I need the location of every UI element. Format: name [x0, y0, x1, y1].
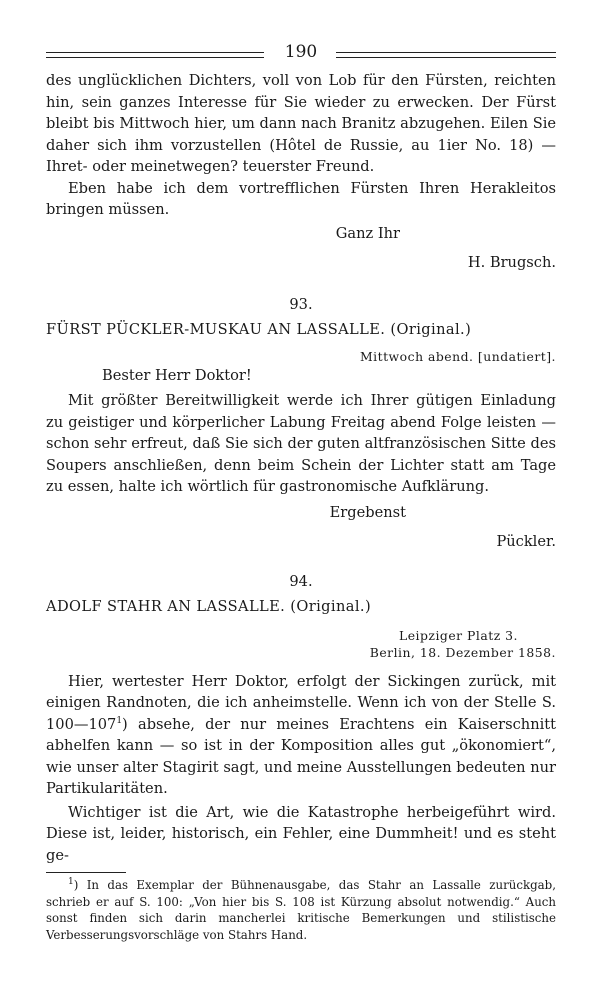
opening-paragraph: des unglücklichen Dichters, voll von Lob für den Fürsten, reichten hin, sein ganzes Interesse für Sie wieder zu erwecken. Der Fürst bleibt bis Mittwoch hier, um dann nach Branitz abzugehen. Eilen Sie daher sich ihm vorzustellen (Hôtel de Russie, au 1ier No. 18) — Ihret- oder meinetwegen? teuerster Freund. — [46, 72, 556, 175]
letter-93-salutation: Bester Herr Doktor! — [102, 366, 252, 384]
opening-paragraph-2: Eben habe ich dem vortrefflichen Fürsten Ihren Herakleitos bringen müssen. — [46, 179, 556, 218]
letter-94-paragraph-1 — [46, 671, 556, 800]
letter-94-paragraph-1-b: ) absehe, der nur meines Erachtens ein Kaiserschnitt abhelfen kann — so ist in der Komposition alles gut „ökonomiert“, wie unser alter Stagirit sagt, und meine Ausstellungen bedeuten nur Partikularitäten. — [46, 715, 556, 797]
letter-93-body: Mit größter Bereitwilligkeit werde ich Ihrer gütigen Einladung zu geistiger und körperlicher Labung Freitag abend Folge leisten — schon sehr erfreut, daß Sie sich der guten altfranzösischen Sitte des Soupers anschließen, denn beim Schein der Lichter statt am Tage zu essen, halte ich wörtlich für gastronomische Aufklärung. — [46, 392, 556, 495]
header-rule-left — [46, 52, 264, 58]
letter-94-paragraph-1-a: Hier, wertester Herr Doktor, erfolgt der Sickingen zurück, mit einigen Randnoten, die ich anheimstelle. Wenn ich von der Stelle S. 100—107 — [46, 672, 556, 733]
opening-closing: Ganz Ihr — [335, 224, 400, 242]
book-page — [46, 44, 556, 943]
letter-93-dateline: Mittwoch abend. [undatiert]. — [359, 348, 556, 364]
letter-94-number: 94. — [289, 572, 313, 590]
footnote-rule — [46, 872, 126, 873]
footnote-text: ) In das Exemplar der Bühnenausgabe, das Stahr an Lassalle zurückgab, schrieb er auf S. 100: „Von hier bis S. 108 ist Kürzung absolut notwendig.“ Auch sonst finden sich darin mancherlei kritische Bemerkungen und stilistische Verbesserungsvorschläge von Stahrs Hand. — [46, 878, 556, 942]
footnote — [46, 877, 556, 943]
letter-93-title: FÜRST PÜCKLER-MUSKAU AN LASSALLE. (Original.) — [46, 320, 472, 338]
letter-93-number: 93. — [289, 295, 313, 313]
letter-93-closing: Ergebenst — [329, 503, 406, 521]
opening-signature: H. Brugsch. — [467, 254, 556, 271]
letter-94-title: ADOLF STAHR AN LASSALLE. (Original.) — [46, 597, 372, 615]
footnote-reference: 1 — [116, 715, 123, 726]
letter-94-paragraph-2: Wichtiger ist die Art, wie die Katastrophe herbeigeführt wird. Diese ist, leider, historisch, ein Fehler, eine Dummheit! und es steht ge- — [46, 803, 556, 864]
page-number: 190 — [284, 42, 318, 62]
letter-93-signature: Pückler. — [496, 533, 556, 550]
letter-94-address: Leipziger Platz 3. — [398, 627, 518, 643]
footnote-marker: 1 — [68, 877, 74, 888]
letter-94-dateline: Berlin, 18. Dezember 1858. — [369, 644, 556, 660]
header-rule-right — [336, 52, 556, 58]
page-header — [46, 44, 556, 70]
